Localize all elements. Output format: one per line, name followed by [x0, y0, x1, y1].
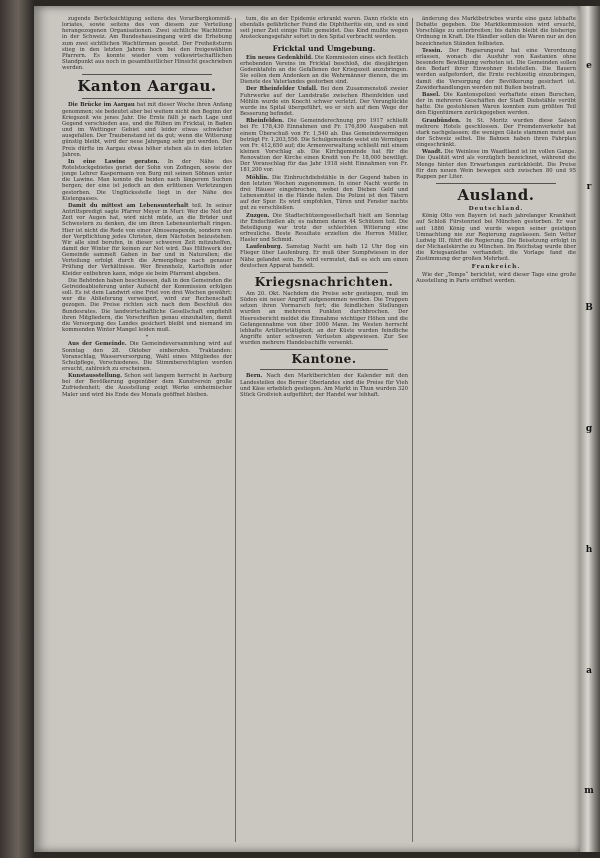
article-head: Laufenburg. — [246, 244, 283, 251]
divider — [436, 183, 556, 184]
article-text: Samstag Nacht um halb 12 Uhr flog ein Flieger über Laufenburg. Er muß über Sumpfwiesen in der Nähe gelandet sein. Es wird vermutet, daß es sich um einen deutschen Apparat handelt. — [240, 244, 408, 269]
divider — [260, 349, 388, 350]
article-head: Waadt. — [422, 149, 443, 156]
column-rule — [235, 18, 236, 842]
paragraph — [240, 244, 408, 269]
column-middle — [240, 16, 408, 844]
article-text: In St. Moritz wurden diese Saison mehrere Hotels geschlossen. Der Fremdenverkehr hat stark nachgelassen; die wenigen Gäste stammen meist aus der Schweiz selbst. Die Bahnen haben ihren Fahrplan eingeschränkt. — [416, 117, 576, 149]
article-text: Die Weinlese im Waadtland ist im vollen Gange. Die Qualität wird als vorzüglich bezeichnet, während die Menge hinter den Erwartungen zurückbleibt. Die Preise für den neuen Wein bewegen sich zwischen 80 und 95 Rappen per Liter. — [416, 149, 576, 180]
article-head: Der Rheinfelder Unfall. — [246, 86, 318, 93]
article-text: Die Gemeindeversammlung wird auf Sonntag den 28. Oktober einberufen. Traktanden: Voranschlag, Wasserversorgung, Wahl eines Mitgliedes der Schulpflege, Verschiedenes. Die Stimmberechtigten werden ersucht, zahlreich zu erscheinen. — [62, 341, 232, 372]
article-text: Die Gemeinderechnung pro 1917 schließt bei Fr. 178,430 Einnahmen und Fr. 176,890 Ausgaben mit einem Überschuß von Fr. 1,540 ab. Das Gemeindevermögen beträgt Fr. 1,203,556. Die Schulgemeinde weist ein Vermögen von Fr. 412,650 auf; die Armenverwaltung schließt mit einem kleinen Vorschlag ab. Die Kirchgemeinde hat für die Renovation der Kirche einen Kredit von Fr. 18,000 bewilligt. Der Voranschlag für das Jahr 1918 sieht Einnahmen von Fr. 181,200 vor. — [240, 118, 408, 174]
article-text: teil. In seiner Antrittspredigt sagte Pfarrer Meyer in Muri: Wer die Not der Zeit vor Augen hat, wird nicht müde, an die Brüder und Schwestern zu denken, die um ihren Lebensunterhalt ringen. Hier ist nicht die Rede von einer Almosenspende, sondern von der Verpflichtung jedes Christen, dem Nächsten beizustehen. Wir alle sind berufen, in dieser schweren Zeit mitzuhelfen, damit der Winter für keinen zur Not wird. Das Hilfswerk der Gemeinde sammelt Gaben in bar und in Naturalien; die Verteilung erfolgt durch die Armenpflege nach genauer Prüfung der Verhältnisse. Wer Brennholz, Kartoffeln oder Kleider entbehren kann, möge sie beim Pfarramt abgeben. — [62, 202, 232, 277]
divider — [260, 272, 388, 273]
paragraph — [416, 149, 576, 180]
paragraph — [62, 203, 232, 277]
margin-letter: h — [585, 544, 593, 555]
paragraph — [62, 159, 232, 202]
paragraph: Wie der „Temps“ berichtet, wird dieser Tage eine große Ausstellung in Paris eröffnet werden. — [416, 271, 576, 284]
article-head: Aus der Gemeinde. — [68, 341, 127, 348]
paragraph: änderung des Marktbetriebes wurde eine ganz lebhafte Debatte gegeben. Die Marktkommission wird ersucht, Vorschläge zu unterbreiten; bis dahin bleibt die bisherige Ordnung in Kraft. Die Händler sollen die Waren nur an den bezeichneten Ständen feilbieten. — [416, 16, 576, 47]
column-rule — [412, 18, 413, 842]
margin-letter: B — [585, 303, 593, 314]
article-text: Schon seit langem herrscht in Aarburg bei der Bevölkerung gegenüber dem Kunstverein große Zufriedenheit; die Ausstellung zeigt Werke einheimischer Maler und wird bis Ende des Monats geöffnet bleiben. — [62, 373, 232, 398]
section-title: Fricktal und Umgebung. — [272, 43, 376, 53]
section-title: Kriegsnachrichten. — [254, 274, 394, 289]
article-head: Graubünden. — [422, 117, 461, 124]
paragraph — [62, 341, 232, 372]
divider — [82, 98, 212, 99]
separator-star: * — [145, 334, 149, 341]
paragraph: Die Behörden haben beschlossen, daß in den Gemeinden die Getreideablieferung unter Aufsicht der Kommission erfolgen soll. Es ist dem Landwirt eine Frist von drei Wochen gewährt; wer die Ablieferung verweigert, wird zur Rechenschaft gezogen. Die Preise richten sich nach dem Beschluß des Bundesrates. Die landwirtschaftliche Gesellschaft empfiehlt ihren Mitgliedern, die Vorschriften genau einzuhalten, damit die Versorgung des Landes gesichert bleibt und niemand im kommenden Winter Mangel leiden muß. — [62, 277, 232, 334]
paragraph: Am 20. Okt. Nachdem die Preise sehr gestiegen, muß im Süden ein neuer Angriff aufgenommen werden. Die Truppen setzen ihren Vormarsch fort; die feindlichen Stellungen wurden an mehreren Punkten durchbrochen. Der Heeresbericht meldet die Einnahme wichtiger Höhen und die Gefangennahme von über 3000 Mann. Im Westen herrscht lebhafte Artillerietätigkeit; an der Küste wurden feindliche Angriffe unter schweren Verlusten abgewiesen. Zur See wurden mehrere Handelsschiffe versenkt. — [240, 290, 408, 347]
article-text: Nach den Marktberichten der Kalender mit den Landesteilen des Berner Oberlandes sind die Preise für Vieh und Käse erheblich gestiegen. Am Markt in Thun wurden 320 Stück Großvieh aufgeführt; der Handel war lebhaft. — [240, 373, 408, 398]
article-head: Ein neues Gedenkbild. — [246, 54, 313, 61]
section-title: Kanton Aargau. — [77, 77, 217, 96]
paragraph — [240, 373, 408, 398]
article-text: Die Kommission eines sich festlich erhebenden Vereins im Fricktal beschloß, die diesjährigen Gedenktafeln an die Gefallenen der Kriegszeit anzubringen. Sie sollen dem Andenken an die Wehrmänner dienen, die im Dienste des Vaterlandes gestorben sind. — [240, 54, 408, 86]
article-text: Bei dem Zusammenstoß zweier Fuhrwerke auf der Landstraße zwischen Rheinfelden und Möhlin wurde ein Knecht schwer verletzt. Der Verunglückte wurde ins Spital übergeführt, wo er sich auf dem Wege der Besserung befindet. — [240, 86, 408, 118]
paragraph: tum, die an der Epidemie erkrankt waren. Dann rückte ein ebenfalls gefährlicher Feind die Diphtheritis ein, und es sind seit jener Zeit einige Fälle gemeldet. Das Kind mußte wegen Ansteckungsgefahr sofort in den Spital verbracht werden. — [240, 16, 408, 41]
paragraph — [416, 48, 576, 91]
margin-strip — [580, 6, 598, 852]
place-heading: Frankreich. — [471, 264, 521, 271]
paragraph — [240, 213, 408, 244]
paragraph — [62, 102, 232, 157]
section-title: Kantone. — [291, 352, 357, 367]
article-head: Kunstausstellung. — [68, 373, 122, 380]
margin-letter: m — [584, 786, 594, 797]
article-text: In der Nähe des Rotelstockgebietes geriet der Sohn von Zofingen, sowie der junge Lehrer Kaspermann von Burg mit seinen Söhnen unter die Lawine. Man konnte die beiden nach längerem Suchen bergen; der eine ist jedoch an den erlittenen Verletzungen gestorben. Die Unglücksstelle liegt in der Nähe des Kistenpasses. — [62, 158, 232, 202]
paragraph — [240, 118, 408, 173]
article-head: Rheinfelden. — [246, 118, 284, 125]
paragraph — [240, 86, 408, 117]
paragraph: König Otto von Bayern ist nach jahrelanger Krankheit auf Schloß Fürstenried bei München gestorben. Er war seit 1886 König und wurde wegen seiner geistigen Umnachtung nie zur Regierung zugelassen. Sein Vetter Ludwig III. führt die Regierung. Die Beisetzung erfolgt in der Michaelskirche zu München. Im Reichstag wurde über die Kriegsanleihe verhandelt; die Vorlage fand die Zustimmung der großen Mehrheit. — [416, 213, 576, 263]
margin-letter: g — [585, 423, 593, 434]
column-left — [62, 16, 232, 844]
section-title: Ausland. — [457, 186, 535, 205]
column-right — [416, 16, 576, 844]
paragraph — [240, 175, 408, 212]
article-head: Bern. — [246, 373, 263, 380]
paragraph — [416, 118, 576, 149]
divider — [82, 74, 212, 75]
article-head: Basel. — [422, 91, 441, 98]
place-heading: Deutschland. — [468, 206, 524, 213]
article-head: Damit du mittest am Lebensunterhalt — [68, 202, 189, 209]
article-head: Die Brücke im Aargau — [68, 102, 135, 109]
paragraph — [62, 373, 232, 398]
margin-letter: a — [586, 665, 592, 676]
article-head: Tessin. — [422, 47, 443, 54]
paragraph — [416, 92, 576, 117]
article-text: Die Stadtschützengesellschaft hielt am Sonntag ihr Endschießen ab; es nahmen daran 44 Schützen teil. Die Beteiligung war trotz der schlechten Witterung eine erfreuliche. Beste Resultate erzielten die Herren Müller, Hasler und Schmid. — [240, 212, 408, 244]
article-text: Die Einbruchdiebstähle in der Gegend haben in den letzten Wochen zugenommen. In einer Nacht wurde in drei Häuser eingebrochen, wobei den Dieben Geld und Lebensmittel in die Hände fielen. Die Polizei ist den Tätern auf der Spur. Es wird empfohlen, Türen und Fenster nachts gut zu verschließen. — [240, 174, 408, 212]
article-head: In eine Lawine geraten. — [68, 158, 160, 165]
divider — [260, 369, 388, 370]
margin-letter: r — [586, 182, 592, 193]
paragraph — [240, 55, 408, 86]
margin-letter: e — [586, 61, 592, 72]
article-text: hat mit dieser Woche ihren Anfang genommen; sie bedeutet aber bei weitem nicht den Beginn der Kriegszeit wie jenes Jahr. Die Ernte fällt je nach Lage und Gegend verschieden aus, und die Rüben im Fricktal, in Baden und im Wettinger Gebiet sind leider etwas schwächer ausgefallen. Der Traubenstand ist da gut; wenn die Witterung günstig bleibt, wird der neue Jahrgang sehr gut werden. Der Preis dürfte im Aargau etwas höher stehen als in den letzten Jahren. — [62, 102, 232, 158]
paragraph: zugende Berücksichtigung seitens des Vorarlbergkommiß- loriates, sowie seitens des von diesem zur Verteilung herangezogenen Organisationen. Zwei sichtliche Wachtürme in der Schweiz. Am Bundeshauseingang wird die Erhebung zum zwei sichtlichen Wachtürmen gesetzt. Der Freiheitsturm stieg in den letzten Jahren hoch bei den freigewählten Pfarrern. Es konnte wieder vom volkswirtschaftlichen Standpunkt aus noch in gesamtheitlicher Hinsicht geschrieben werden. — [62, 16, 232, 72]
article-text: Die Kantonspolizei verhaftete einen Burschen, der in mehreren Geschäften der Stadt Diebstähle verübt hatte. Die gestohlenen Waren konnten zum größten Teil den Eigentümern zurückgegeben werden. — [416, 91, 576, 117]
article-head: Möhlin. — [246, 174, 269, 181]
article-head: Zuzgen. — [246, 212, 270, 219]
newspaper-page — [34, 6, 582, 852]
article-text: Der Regierungsrat hat eine Verordnung erlassen, wonach die Ausfuhr von Kastanien ohne besondere Bewilligung verboten ist. Die Gemeinden sollen den Bedarf ihrer Einwohner feststellen. Die Bauern werden aufgefordert, die Ernte rechtzeitig einzubringen, damit die Versorgung der Bevölkerung gesichert ist. Zuwiderhandlungen werden mit Bußen bestraft. — [416, 47, 576, 91]
